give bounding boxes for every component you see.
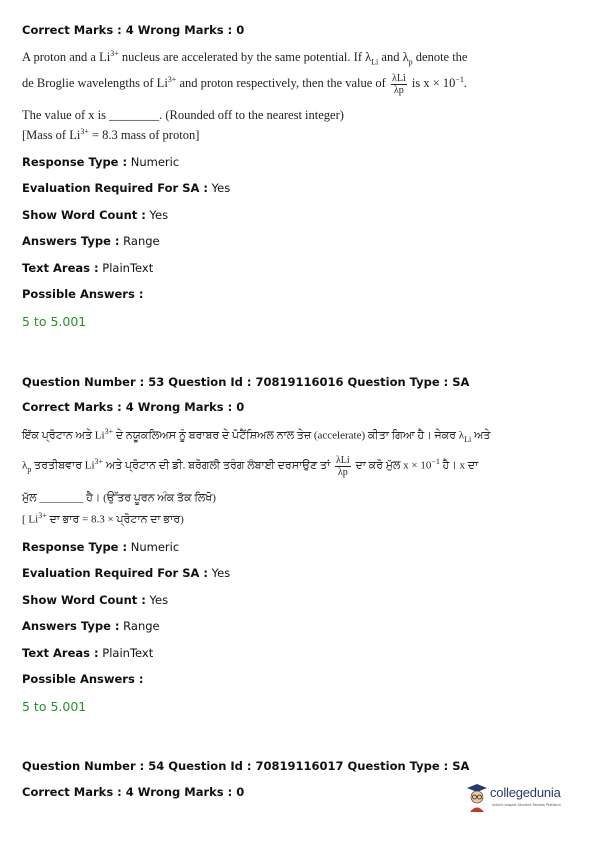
q52-answers-type: Answers Type : Range	[22, 234, 160, 248]
q53-text-line3: ਮੁੱਲ ________ ਹੈ। (ਉੱਤਰ ਪੂਰਨ ਅੰਕ ਤੱਕ ਲਿਖੋ)	[22, 492, 216, 504]
q52-response-type: Response Type : Numeric	[22, 155, 180, 169]
q52-text-line3: The value of x is ________. (Rounded off to the nearest integer)	[22, 108, 344, 122]
lambda-ratio-fraction: $\frac{\text{λLi}}{\lambda p}$	[335, 454, 350, 478]
q52-marks: Correct Marks : 4 Wrong Marks : 0	[22, 23, 245, 37]
q53-possible-answer: 5 to 5.001	[22, 699, 87, 714]
q53-possible-answers-label: Possible Answers :	[22, 672, 144, 686]
q53-text-line4: [ $Li^{3+}$ ਦਾ ਭਾਰ = 8.3 × ਪ੍ਰੋਟਾਨ ਦਾ ਭਾਰ)	[22, 511, 184, 526]
q52-text-areas: Text Areas : PlainText	[22, 261, 154, 275]
q53-response-type: Response Type : Numeric	[22, 540, 180, 554]
q53-answers-type: Answers Type : Range	[22, 619, 160, 633]
q52-evaluation: Evaluation Required For SA : Yes	[22, 181, 231, 195]
logo-wordmark: collegedunia	[490, 785, 561, 800]
logo-tagline: India's largest Student Review Platform	[492, 803, 561, 807]
q53-text-line2: $\lambda_p$ ਤਰਤੀਬਵਾਰ $Li^{3+}$ ਅਤੇ ਪ੍ਰੋਟਾਨ ਦੀ ਡੀ. ਬਰੋਗਲੀ ਤਰੰਗ ਲੰਬਾਈ ਦਰਸਾਉਣ ਤਾਂ $\frac{\text{λLi}}{\lambda p}$ ਦਾ ਕਰੋ ਮੁੱਲ $x \times 10^{-1}$ ਹੈ। x ਦਾ	[22, 454, 479, 478]
collegedunia-logo	[466, 783, 576, 823]
q53-marks: Correct Marks : 4 Wrong Marks : 0	[22, 400, 245, 414]
q53-word-count: Show Word Count : Yes	[22, 593, 169, 607]
q52-text-line1: A proton and a $Li^{3+}$ nucleus are accelerated by the same potential. If $\lambda_{Li}$ and $\lambda_p$ denote the	[22, 49, 468, 67]
q53-text-line1: ਇੱਕ ਪ੍ਰੋਟਾਨ ਅਤੇ $Li^{3+}$ ਦੇ ਨਯੂਕਲਿਅਸ ਨੂੰ ਬਰਾਬਰ ਦੇ ਪੋਟੈਂਸ਼ਿਅਲ ਨਾਲ ਤੇਜ਼ (accelerate) ਕੀਤਾ ਗਿਆ ਹੈ। ਜੇਕਰ $\lambda_{Li}$ ਅਤੇ	[22, 427, 491, 444]
lambda-ratio-fraction: $\frac{\text{λLi}}{\lambda p}$	[391, 72, 406, 96]
q54-marks: Correct Marks : 4 Wrong Marks : 0	[22, 785, 245, 799]
q53-evaluation: Evaluation Required For SA : Yes	[22, 566, 231, 580]
q53-header: Question Number : 53 Question Id : 70819116016 Question Type : SA	[22, 375, 470, 389]
q52-text-line2: de Broglie wavelengths of $Li^{3+}$ and proton respectively, then the value of $\frac{\text{λLi}}{\lambda p}$ is $x \times 10^{-1}$.	[22, 72, 468, 96]
q52-possible-answer: 5 to 5.001	[22, 314, 87, 329]
q52-word-count: Show Word Count : Yes	[22, 208, 169, 222]
q52-text-line4: [Mass of $Li^{3+} = 8.3$ mass of proton]	[22, 127, 200, 143]
q52-possible-answers-label: Possible Answers :	[22, 287, 144, 301]
student-mascot-icon	[466, 783, 488, 813]
q53-text-areas: Text Areas : PlainText	[22, 646, 154, 660]
q54-header: Question Number : 54 Question Id : 70819116017 Question Type : SA	[22, 759, 470, 773]
